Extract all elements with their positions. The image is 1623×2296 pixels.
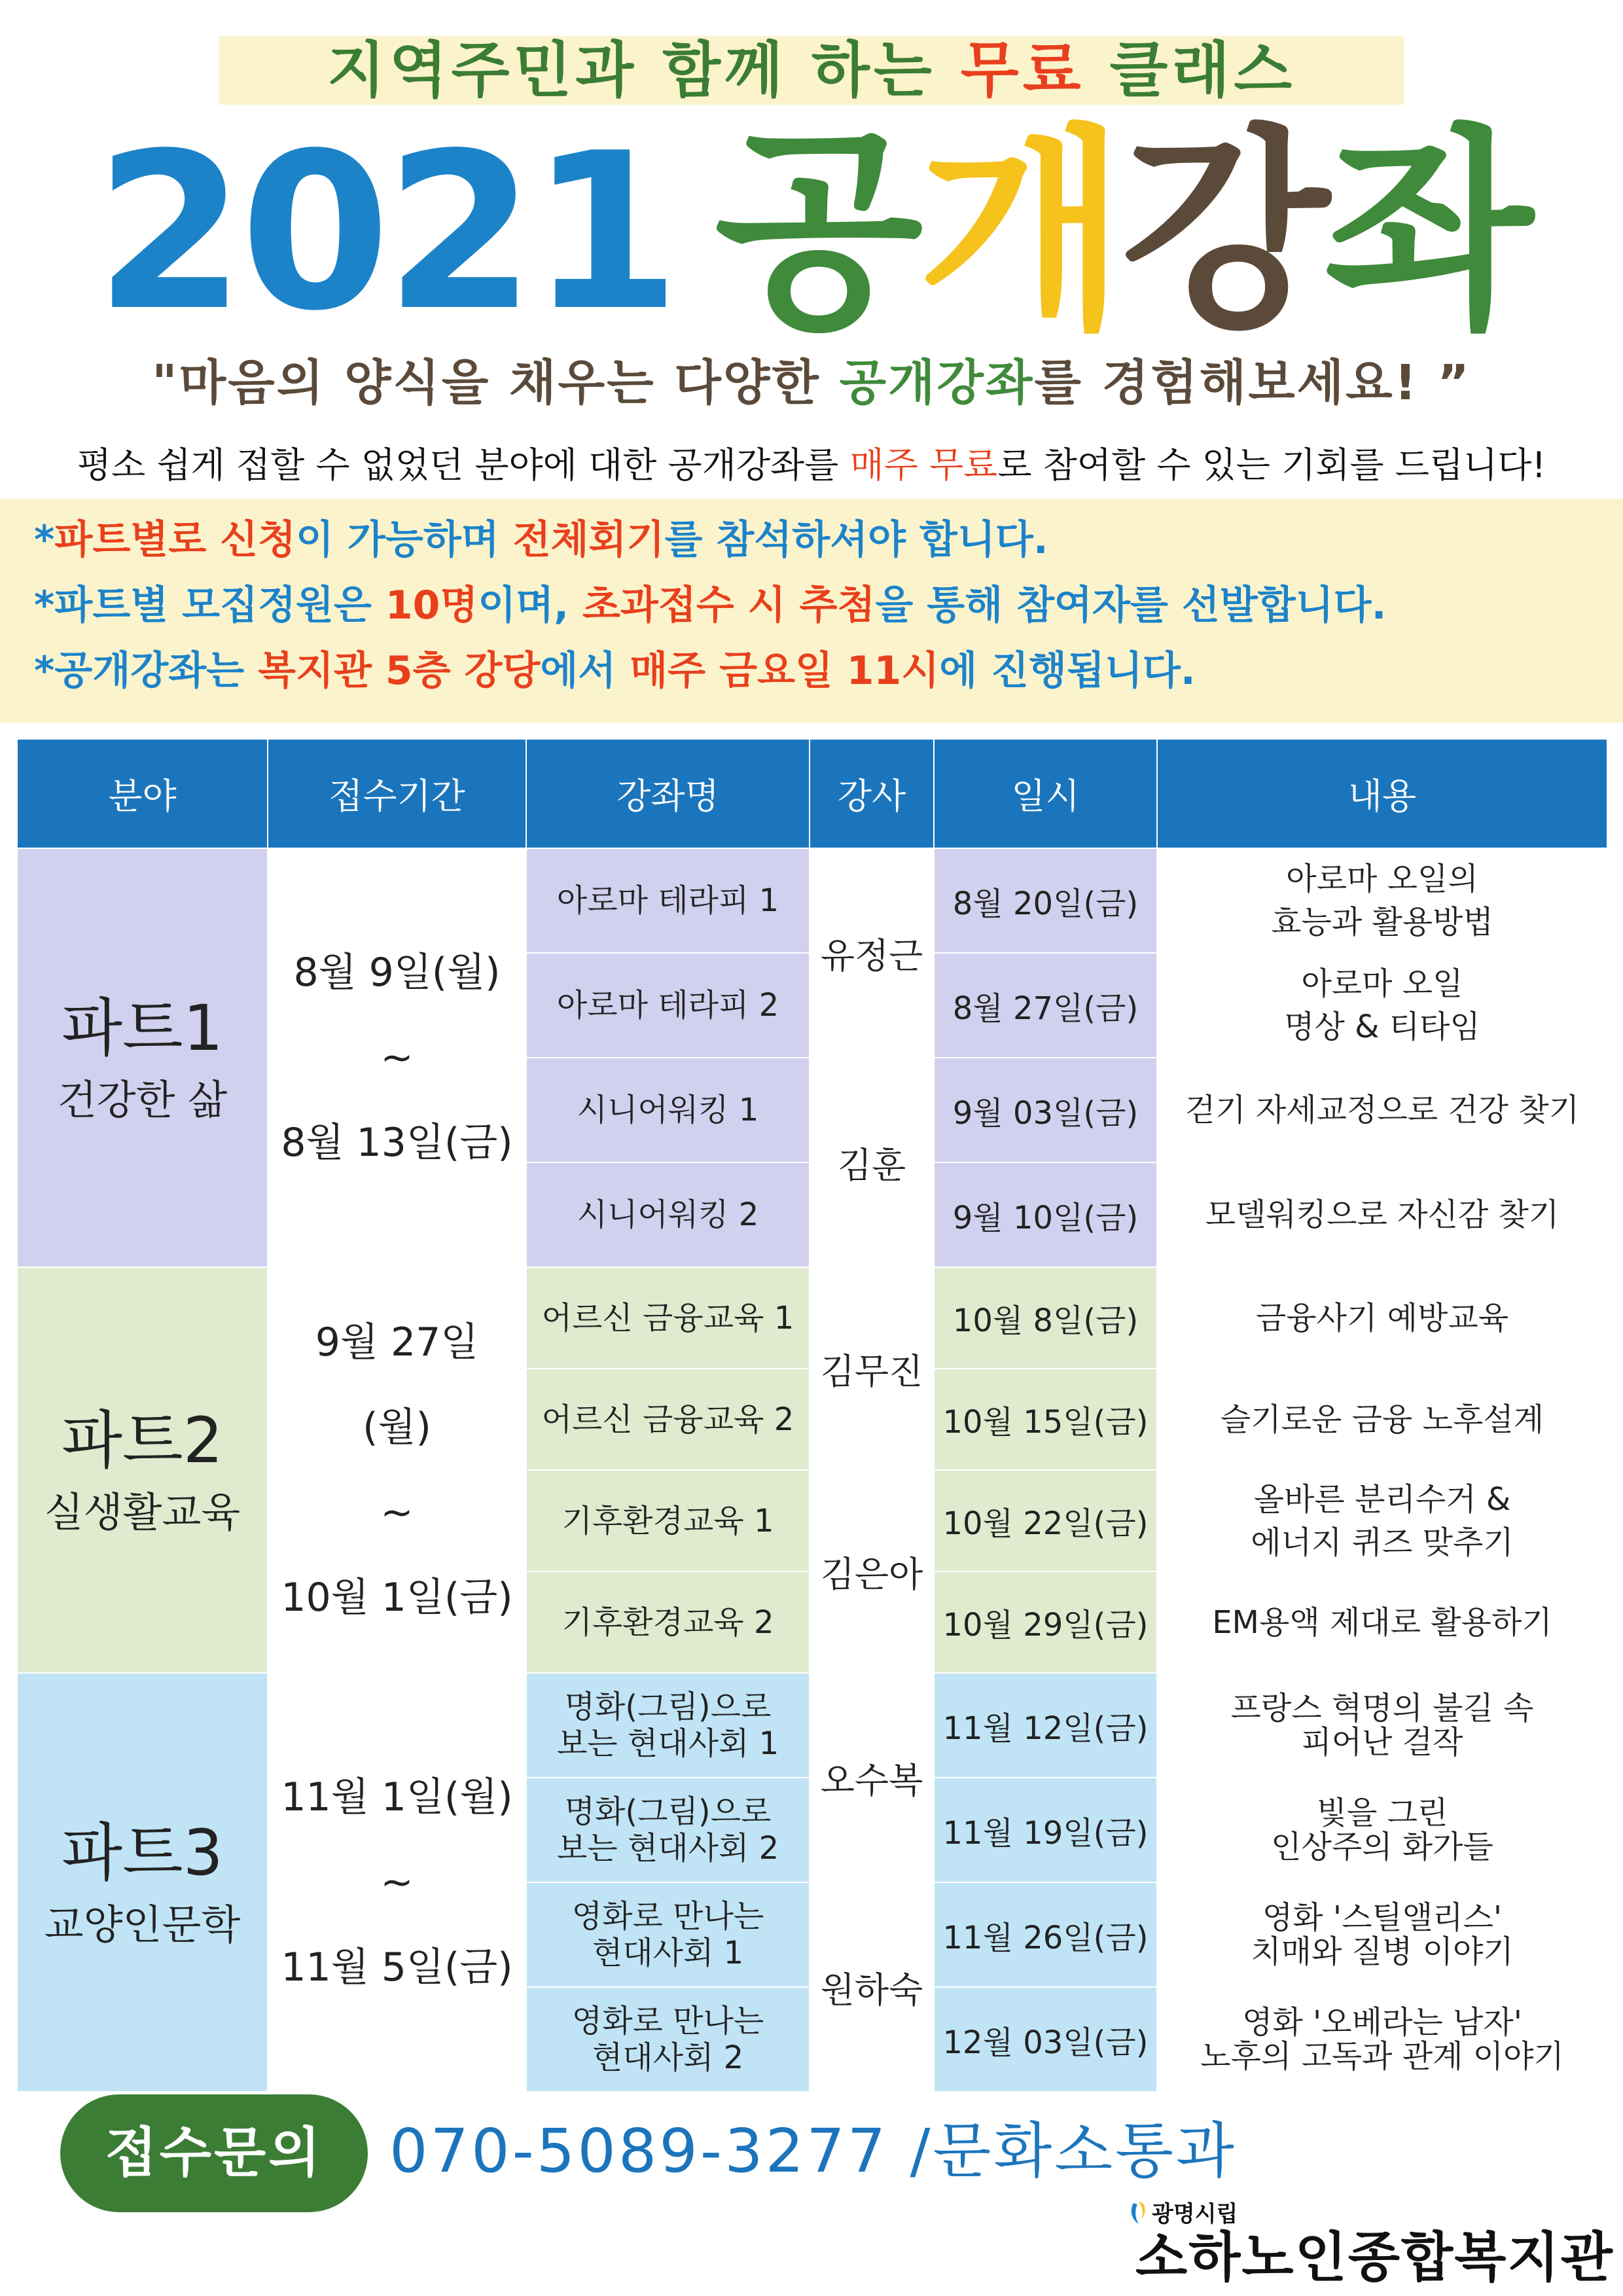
header-content: 내용 — [1157, 739, 1607, 848]
content-cell: 금융사기 예방교육 — [1157, 1267, 1607, 1369]
title-char-1: 공 — [714, 107, 918, 358]
header-lecture: 강좌명 — [526, 739, 810, 848]
part-name: 파트3 — [62, 1816, 223, 1890]
date-cell: 8월 27일(금) — [934, 953, 1157, 1058]
quote-subtitle: "마음의 양식을 채우는 다양한 공개강좌를 경험해보세요! ” — [152, 355, 1471, 411]
date-cell: 8월 20일(금) — [934, 848, 1157, 953]
content-cell: 아로마 오일의 효능과 활용방법 — [1157, 848, 1607, 953]
page-title — [0, 107, 1623, 358]
content-cell: 프랑스 혁명의 불길 속 피어난 걸작 — [1157, 1673, 1607, 1778]
content-cell: 영화 '오베라는 남자' 노후의 고독과 관계 이야기 — [1157, 1987, 1607, 2092]
date-cell: 12월 03일(금) — [934, 1987, 1157, 2092]
instructor-cell: 김은아 — [810, 1470, 934, 1673]
content-cell: 영화 '스틸앨리스' 치매와 질병 이야기 — [1157, 1882, 1607, 1987]
lecture-cell: 시니어워킹 2 — [526, 1162, 810, 1267]
instructor-cell: 김훈 — [810, 1058, 934, 1267]
date-cell: 10월 15일(금) — [934, 1369, 1157, 1470]
content-cell: 모델워킹으로 자신감 찾기 — [1157, 1162, 1607, 1267]
date-cell: 11월 12일(금) — [934, 1673, 1157, 1778]
instructor-cell: 오수복 — [810, 1673, 934, 1882]
notice-line-3: *공개강좌는 복지관 5층 강당에서 매주 금요일 11시에 진행됩니다. — [34, 648, 1196, 694]
part-name: 파트2 — [62, 1404, 223, 1477]
lecture-cell: 영화로 만나는 현대사회 2 — [526, 1987, 810, 2092]
instructor-cell: 유정근 — [810, 848, 934, 1058]
lecture-cell: 영화로 만나는 현대사회 1 — [526, 1882, 810, 1987]
contact-label-badge: 접수문의 — [60, 2094, 368, 2212]
schedule-table — [16, 738, 1608, 2092]
content-cell: 올바른 분리수거 & 에너지 퀴즈 맞추기 — [1157, 1470, 1607, 1571]
lecture-cell: 명화(그림)으로 보는 현대사회 2 — [526, 1778, 810, 1882]
header-field: 분야 — [17, 739, 268, 848]
logo-icon — [1128, 2200, 1148, 2227]
date-cell: 11월 26일(금) — [934, 1882, 1157, 1987]
title-year: 2021 — [95, 107, 675, 358]
notice-line-1: *파트별로 신청이 가능하며 전체회기를 참석하셔야 합니다. — [34, 517, 1048, 563]
title-char-3: 강 — [1121, 107, 1325, 358]
tagline: 지역주민과 함께 하는 무료 클래스 — [327, 35, 1296, 105]
content-cell: EM용액 제대로 활용하기 — [1157, 1571, 1607, 1673]
title-char-4: 좌 — [1325, 107, 1528, 358]
part-cell — [17, 1673, 268, 2092]
table-row — [17, 1267, 1607, 1369]
lecture-cell: 기후환경교육 1 — [526, 1470, 810, 1571]
lecture-cell: 기후환경교육 2 — [526, 1571, 810, 1673]
part-subtitle: 실생활교육 — [44, 1488, 241, 1536]
period-cell: 8월 9일(월) ~ 8월 13일(금) — [268, 848, 526, 1267]
title-char-2: 개 — [918, 107, 1122, 358]
content-cell: 걷기 자세교정으로 건강 찾기 — [1157, 1058, 1607, 1162]
header-instructor: 강사 — [810, 739, 934, 848]
header-period: 접수기간 — [268, 739, 526, 848]
lecture-cell: 아로마 테라피 2 — [526, 953, 810, 1058]
date-cell: 10월 29일(금) — [934, 1571, 1157, 1673]
lecture-cell: 어르신 금융교육 1 — [526, 1267, 810, 1369]
lecture-cell: 시니어워킹 1 — [526, 1058, 810, 1162]
date-cell: 10월 22일(금) — [934, 1470, 1157, 1571]
tagline-free: 무료 — [960, 35, 1085, 105]
content-cell: 아로마 오일 명상 & 티타임 — [1157, 953, 1607, 1058]
part-subtitle: 건강한 삶 — [57, 1076, 228, 1124]
date-cell: 9월 10일(금) — [934, 1162, 1157, 1267]
logo-city-name: 광명시립 — [1152, 2201, 1238, 2227]
intro-text: 평소 쉽게 접할 수 없었던 분야에 대한 공개강좌를 매주 무료로 참여할 수 있는 기회를 드립니다! — [77, 444, 1546, 486]
part-cell — [17, 1267, 268, 1673]
table-header-row — [17, 739, 1607, 848]
lecture-cell: 아로마 테라피 1 — [526, 848, 810, 953]
contact-phone-department: 070-5089-3277 /문화소통과 — [389, 2116, 1237, 2186]
lecture-cell: 어르신 금융교육 2 — [526, 1369, 810, 1470]
content-cell: 슬기로운 금융 노후설계 — [1157, 1369, 1607, 1470]
date-cell: 10월 8일(금) — [934, 1267, 1157, 1369]
logo-organization-name: 소하노인종합복지관 — [1135, 2227, 1614, 2289]
content-cell: 빛을 그린 인상주의 화가들 — [1157, 1778, 1607, 1882]
date-cell: 9월 03일(금) — [934, 1058, 1157, 1162]
instructor-cell: 김무진 — [810, 1267, 934, 1470]
part-name: 파트1 — [62, 992, 223, 1065]
period-cell: 9월 27일 (월) ~ 10월 1일(금) — [268, 1267, 526, 1673]
instructor-cell: 원하숙 — [810, 1882, 934, 2092]
date-cell: 11월 19일(금) — [934, 1778, 1157, 1882]
header-date: 일시 — [934, 739, 1157, 848]
part-subtitle: 교양인문학 — [44, 1901, 241, 1948]
table-row — [17, 848, 1607, 953]
lecture-cell: 명화(그림)으로 보는 현대사회 1 — [526, 1673, 810, 1778]
table-row — [17, 1673, 1607, 1778]
notice-line-2: *파트별 모집정원은 10명이며, 초과접수 시 추첨을 통해 참여자를 선발합니다. — [34, 583, 1387, 628]
period-cell: 11월 1일(월) ~ 11월 5일(금) — [268, 1673, 526, 2092]
part-cell — [17, 848, 268, 1267]
